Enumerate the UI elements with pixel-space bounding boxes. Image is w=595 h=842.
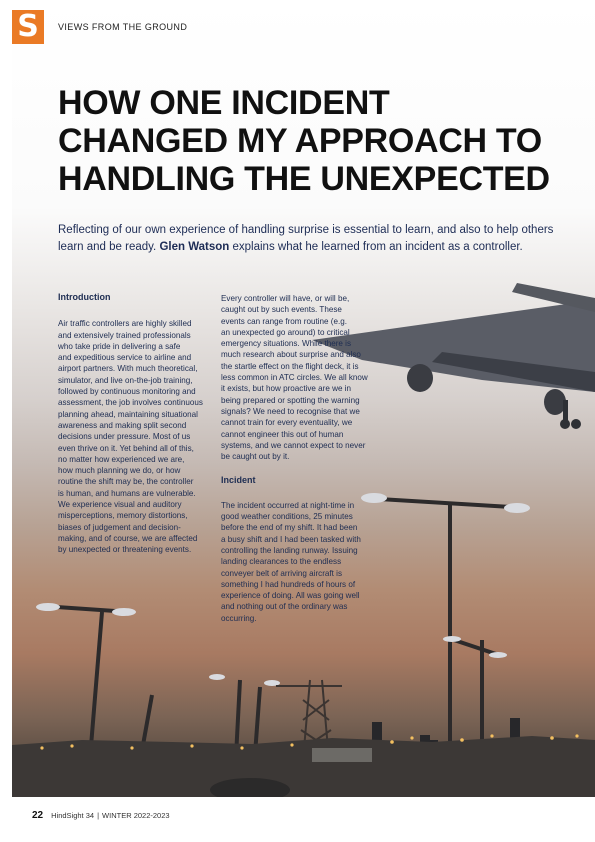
body-line: The incident occurred at night-time in (221, 500, 355, 510)
body-line: awareness and making split second (58, 420, 187, 430)
body-line: airport partners. With much theoretical, (58, 364, 198, 374)
body-line: planning ahead, maintaining situational (58, 409, 198, 419)
body-line: much research about surprise and also (221, 350, 361, 360)
publication-name: HindSight 34 (51, 811, 95, 820)
body-line: simulator, and live on-the-job training, (58, 375, 193, 385)
incident-body (221, 500, 373, 624)
title-line: HOW ONE INCIDENT (58, 84, 390, 122)
body-line: conveyer belt of arriving aircraft is (221, 568, 343, 578)
body-line: routine the shift may be, the controller (58, 477, 194, 487)
incident-heading: Incident (221, 475, 256, 486)
section-label: VIEWS FROM THE GROUND (58, 22, 188, 32)
page-footer (32, 810, 170, 821)
body-line: being prepared or spotting the warning (221, 395, 360, 405)
body-line: Air traffic controllers are highly skilled (58, 319, 192, 329)
magazine-logo-s (12, 10, 44, 44)
body-line: Every controller will have, or will be, (221, 294, 350, 303)
body-line: by unexpected or threatening events. (58, 545, 192, 555)
body-line: is human, and humans are vulnerable. (58, 488, 196, 498)
body-line: and nothing out of the ordinary was (221, 602, 348, 612)
body-line: controlling the landing runway. Issuing (221, 545, 358, 555)
body-line: assessment, the job involves continuous (58, 398, 203, 408)
body-line: experience of doing. All was going well (221, 591, 360, 601)
body-line: and extensively trained professionals (58, 330, 191, 340)
body-line: systems, and we cannot expect to never (221, 440, 366, 450)
page-number: 22 (32, 810, 44, 821)
body-line: it exists, but how proactive are we in (221, 384, 352, 394)
body-line: biases of judgement and decision- (58, 522, 181, 532)
body-line: We experience visual and auditory (58, 500, 182, 510)
body-line: no matter how experienced we are, (58, 454, 185, 464)
body-line: cannot train for every eventuality, we (221, 418, 353, 428)
body-line: events can range from routine (e.g. (221, 316, 347, 326)
article-title (58, 84, 568, 198)
standfirst-text-end: explains what he learned from an incident as a controller. (229, 241, 523, 253)
intro-body (58, 318, 210, 555)
body-line: emergency situations. While there is (221, 339, 352, 349)
body-line: occurring. (221, 613, 257, 623)
body-line: the startle effect on the flight deck, it is (221, 361, 359, 371)
body-line: a busy shift and I had been tasked with (221, 534, 361, 544)
logo-letter: S (17, 9, 39, 44)
body-line: and expeditious service to airline and (58, 353, 192, 363)
body-line: misperceptions, memory distortions, (58, 511, 188, 521)
title-line: CHANGED MY APPROACH TO (58, 122, 542, 160)
body-line: something I had hundreds of hours of (221, 579, 356, 589)
title-line: HANDLING THE UNEXPECTED (58, 160, 550, 198)
body-line: cannot engineer this out of human (221, 429, 344, 439)
column-left (58, 292, 210, 556)
body-line: signals? We need to recognise that we (221, 406, 360, 416)
body-line: making, and of course, we are affected (58, 533, 198, 543)
body-line: be caught out by it. (221, 452, 290, 462)
column-right-body (221, 293, 373, 462)
body-line: before the end of my shift. It had been (221, 523, 358, 533)
column-right (221, 293, 373, 624)
body-line: who take pride in delivering a safe (58, 341, 181, 351)
author-name: Glen Watson (159, 241, 230, 253)
body-line: less common in ATC circles. We all know (221, 373, 368, 383)
body-line: followed by continuous monitoring and (58, 387, 196, 397)
body-line: caught out by such events. These (221, 305, 342, 315)
body-line: an unexpected go around) to critical (221, 327, 350, 337)
body-line: even thrive on it. Yet behind all of this, (58, 443, 194, 453)
horizon-silhouette (12, 736, 595, 797)
body-line: good weather conditions, 25 minutes (221, 512, 353, 522)
footer-separator: | (97, 811, 100, 820)
intro-heading: Introduction (58, 292, 111, 302)
body-line: how much planning we do, or how (58, 466, 181, 476)
body-line: landing clearances to the endless (221, 557, 342, 567)
standfirst-text: Reflecting of our own experience of handling surprise is essential to learn, and also to help others learn and be ready. (58, 224, 554, 253)
issue-date: WINTER 2022-2023 (102, 811, 170, 820)
body-line: decisions under pressure. Most of us (58, 432, 191, 442)
standfirst (58, 222, 558, 256)
